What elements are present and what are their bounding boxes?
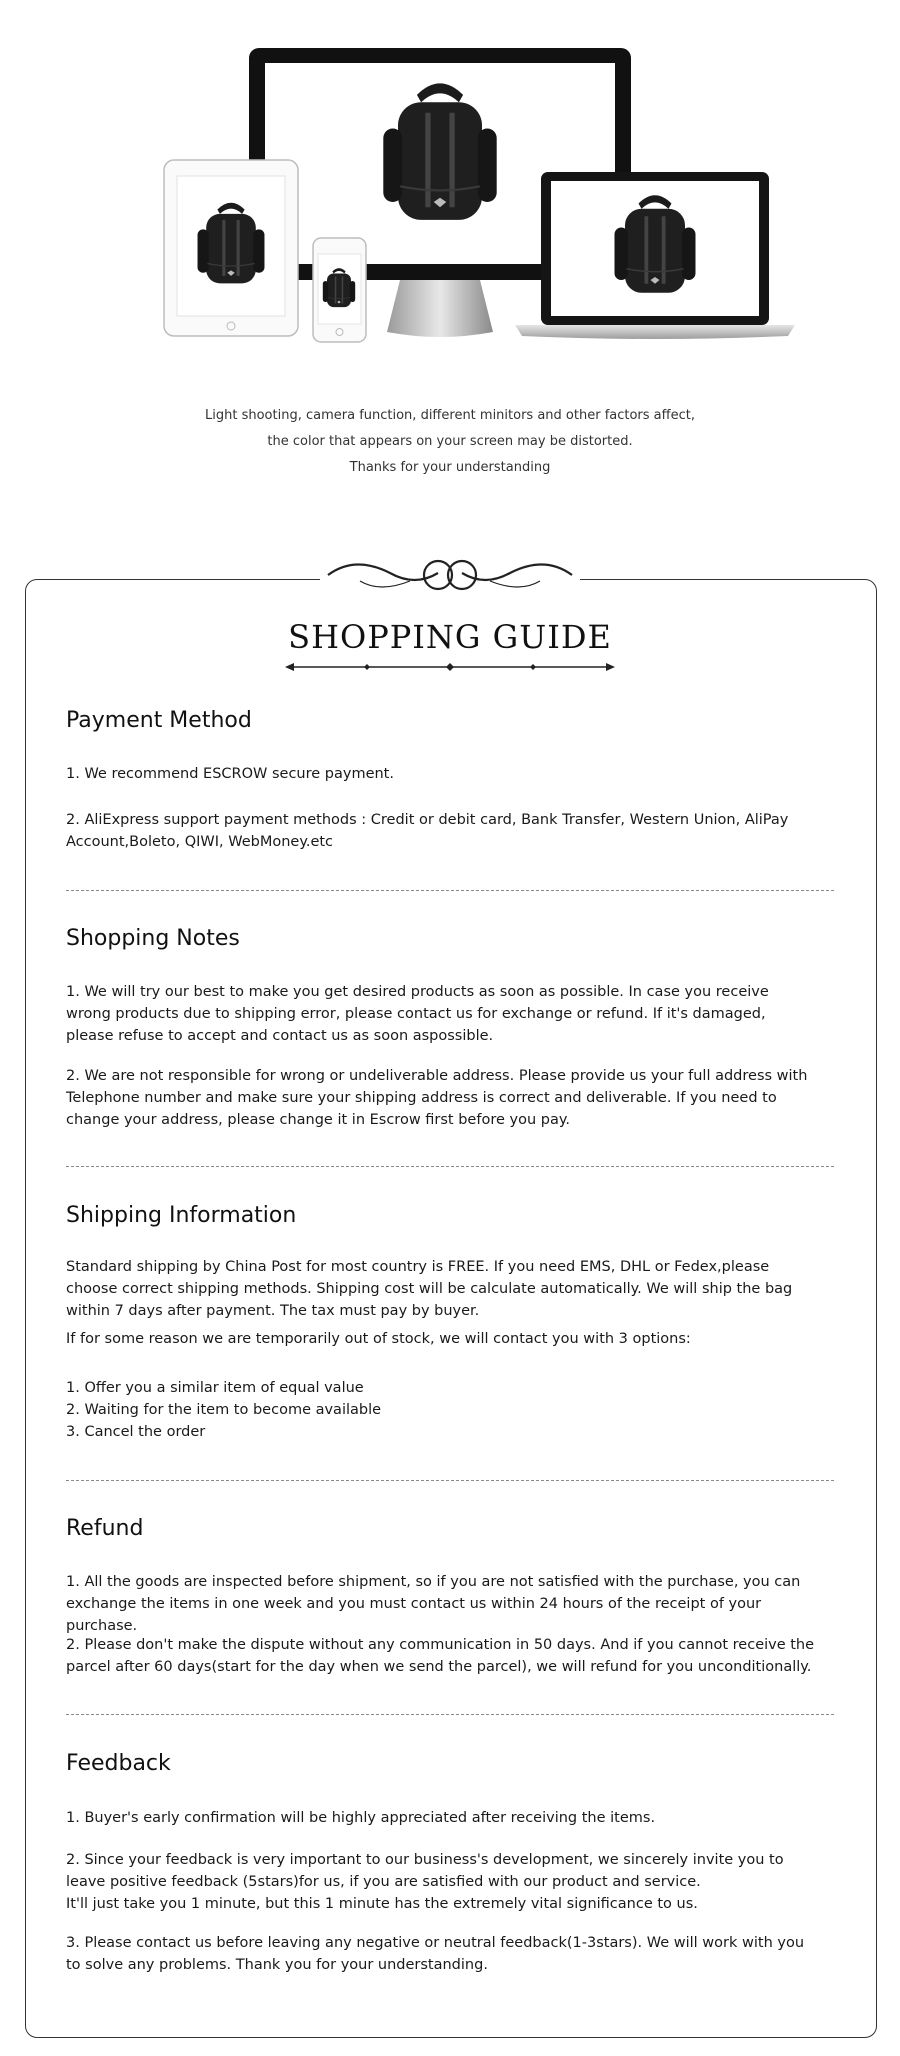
flourish-ornament — [320, 545, 580, 605]
section-title-shipping-information: Shipping Information — [66, 1203, 297, 1228]
guide-title: SHOPPING GUIDE — [288, 618, 612, 656]
section-title-refund: Refund — [66, 1516, 144, 1541]
feedback-paragraph-2-note: It'll just take you 1 minute, but this 1 minute has the extremely vital significance to us. — [66, 1896, 698, 1912]
shipping-option-1: 1. Offer you a similar item of equal value — [66, 1380, 364, 1396]
section-title-payment-method: Payment Method — [66, 708, 252, 733]
disclaimer-line-1: Light shooting, camera function, different minitors and other factors affect, — [205, 408, 695, 423]
laptop-device — [515, 172, 795, 339]
device-display-illustration — [0, 0, 900, 380]
payment-paragraph-2: 2. AliExpress support payment methods : Credit or debit card, Bank Transfer, Western Union, AliPay Account,Boleto, QIWI, WebMoney.etc — [66, 812, 789, 850]
shipping-option-3: 3. Cancel the order — [66, 1424, 206, 1440]
title-divider — [285, 659, 615, 673]
section-title-shopping-notes: Shopping Notes — [66, 926, 240, 951]
section-divider — [66, 1166, 834, 1167]
shipping-options-list — [66, 1377, 816, 1443]
shipping-paragraph-2: If for some reason we are temporarily out of stock, we will contact you with 3 options: — [66, 1331, 691, 1347]
notes-paragraph-2: 2. We are not responsible for wrong or undeliverable address. Please provide us your full address with Telephone number and make sure your shipping address is correct and deliverable. If you need to change your address, please change it in Escrow first before you pay. — [66, 1068, 808, 1128]
refund-paragraph-1: 1. All the goods are inspected before shipment, so if you are not satisfied with the purchase, you can exchange the items in one week and you must contact us within 24 hours of the receipt of your purchase. — [66, 1574, 801, 1634]
refund-paragraph-2: 2. Please don't make the dispute without any communication in 50 days. And if you cannot receive the parcel after 60 days(start for the day when we send the parcel), we will refund for you unconditionally. — [66, 1637, 815, 1675]
section-divider — [66, 1714, 834, 1715]
payment-paragraph-1: 1. We recommend ESCROW secure payment. — [66, 766, 394, 782]
section-title-feedback: Feedback — [66, 1751, 171, 1776]
tablet-device — [164, 160, 298, 336]
section-divider — [66, 1480, 834, 1481]
disclaimer-line-3: Thanks for your understanding — [349, 460, 551, 475]
section-divider — [66, 890, 834, 891]
feedback-paragraph-3: 3. Please contact us before leaving any negative or neutral feedback(1-3stars). We will work with you to solve any problems. Thank you for your understanding. — [66, 1935, 805, 1973]
notes-paragraph-1: 1. We will try our best to make you get desired products as soon as possible. In case you receive wrong products due to shipping error, please contact us for exchange or refund. If it's damaged, please refuse to accept and contact us as soon aspossible. — [66, 984, 769, 1044]
feedback-paragraph-2: 2. Since your feedback is very important to our business's development, we sincerely invite you to leave positive feedback (5stars)for us, if you are satisfied with our product and service. It'll just take you 1 minute, but this 1 minute has the extremely vital significance to us. — [66, 1849, 816, 1915]
phone-device — [313, 238, 366, 342]
shipping-option-2: 2. Waiting for the item to become available — [66, 1402, 382, 1418]
feedback-paragraph-1: 1. Buyer's early confirmation will be highly appreciated after receiving the items. — [66, 1810, 656, 1826]
shipping-paragraph-1: Standard shipping by China Post for most country is FREE. If you need EMS, DHL or Fedex,please choose correct shipping methods. Shipping cost will be calculate automatically. We will ship the bag within 7 days after payment. The tax must pay by buyer. — [66, 1259, 793, 1319]
disclaimer-line-2: the color that appears on your screen may be distorted. — [267, 434, 633, 449]
color-disclaimer — [0, 403, 900, 481]
